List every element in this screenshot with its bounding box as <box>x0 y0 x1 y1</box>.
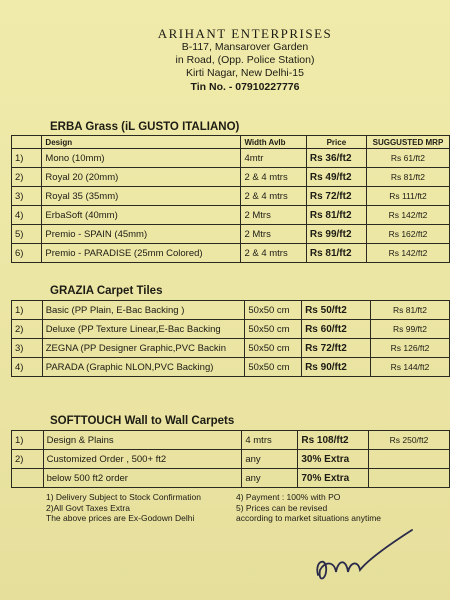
erba-row-index: 5) <box>12 225 42 244</box>
grazia-row-price: Rs 50/ft2 <box>302 301 371 320</box>
erba-row-mrp: Rs 111/ft2 <box>366 187 449 206</box>
softtouch-row <box>12 469 450 488</box>
grazia-row-mrp: Rs 126/ft2 <box>371 339 450 358</box>
term-4: 4) Payment : 100% with PO <box>236 492 341 502</box>
erba-row <box>12 225 450 244</box>
erba-row-index: 6) <box>12 244 42 263</box>
grazia-row-design: ZEGNA (PP Designer Graphic,PVC Backin <box>42 339 245 358</box>
grazia-row-index: 3) <box>12 339 43 358</box>
softtouch-row-width: any <box>242 469 298 488</box>
softtouch-row-price: 30% Extra <box>298 450 369 469</box>
erba-header-row <box>12 136 450 149</box>
address-line-1: B-117, Mansarover Garden <box>181 41 309 53</box>
grazia-row <box>12 301 450 320</box>
erba-row-width: 4mtr <box>241 149 306 168</box>
erba-row <box>12 244 450 263</box>
grazia-row-index: 1) <box>12 301 43 320</box>
grazia-row-design: PARADA (Graphic NLON,PVC Backing) <box>42 358 245 377</box>
grazia-row-design: Deluxe (PP Texture Linear,E-Bac Backing <box>42 320 245 339</box>
grazia-row-mrp: Rs 81/ft2 <box>371 301 450 320</box>
erba-row <box>12 187 450 206</box>
softtouch-row-design: below 500 ft2 order <box>43 469 242 488</box>
address-line-3: Kirti Nagar, New Delhi-15 <box>186 67 304 79</box>
grazia-row-width: 50x50 cm <box>245 358 302 377</box>
softtouch-row-width: 4 mtrs <box>242 431 298 450</box>
grazia-row-mrp: Rs 144/ft2 <box>371 358 450 377</box>
erba-row-mrp: Rs 142/ft2 <box>366 244 449 263</box>
softtouch-row-index <box>12 469 44 488</box>
signature-scribble <box>300 520 420 590</box>
grazia-row-index: 4) <box>12 358 43 377</box>
erba-row-price: Rs 72/ft2 <box>306 187 366 206</box>
erba-row-index: 2) <box>12 168 42 187</box>
erba-table <box>11 135 450 263</box>
erba-row <box>12 206 450 225</box>
erba-header-idx <box>12 136 42 149</box>
erba-row-width: 2 & 4 mtrs <box>241 187 306 206</box>
term-3: The above prices are Ex-Godown Delhi <box>46 513 195 523</box>
grazia-row <box>12 320 450 339</box>
terms-left <box>46 492 201 524</box>
erba-row-width: 2 & 4 mtrs <box>241 168 306 187</box>
erba-row-mrp: Rs 162/ft2 <box>366 225 449 244</box>
grazia-row-mrp: Rs 99/ft2 <box>371 320 450 339</box>
grazia-row-width: 50x50 cm <box>245 301 302 320</box>
softtouch-row-design: Customized Order , 500+ ft2 <box>43 450 242 469</box>
softtouch-row <box>12 431 450 450</box>
softtouch-row-design: Design & Plains <box>43 431 242 450</box>
softtouch-row-width: any <box>242 450 298 469</box>
address-line-2: in Road, (Opp. Police Station) <box>175 54 315 66</box>
company-name: ARIHANT ENTERPRISES <box>157 26 333 41</box>
erba-row-width: 2 Mtrs <box>241 206 306 225</box>
softtouch-section-title: SOFTTOUCH Wall to Wall Carpets <box>50 415 235 427</box>
erba-row-width: 2 & 4 mtrs <box>241 244 306 263</box>
grazia-row <box>12 339 450 358</box>
grazia-row-index: 2) <box>12 320 43 339</box>
erba-row-width: 2 Mtrs <box>241 225 306 244</box>
erba-row-mrp: Rs 142/ft2 <box>366 206 449 225</box>
erba-row-design: Premio - PARADISE (25mm Colored) <box>42 244 241 263</box>
softtouch-row-price: Rs 108/ft2 <box>298 431 369 450</box>
erba-header-width: Width Avlb <box>241 136 306 149</box>
erba-row-price: Rs 81/ft2 <box>306 244 366 263</box>
grazia-row-width: 50x50 cm <box>245 320 302 339</box>
softtouch-row-mrp <box>369 469 450 488</box>
erba-row-mrp: Rs 61/ft2 <box>366 149 449 168</box>
softtouch-row-price: 70% Extra <box>298 469 369 488</box>
grazia-row-price: Rs 72/ft2 <box>302 339 371 358</box>
erba-row-price: Rs 36/ft2 <box>306 149 366 168</box>
erba-row-index: 4) <box>12 206 42 225</box>
erba-row <box>12 168 450 187</box>
erba-section-title: ERBA Grass (iL GUSTO ITALIANO) <box>50 121 240 133</box>
softtouch-row <box>12 450 450 469</box>
grazia-row <box>12 358 450 377</box>
softtouch-row-mrp <box>369 450 450 469</box>
softtouch-row-index: 2) <box>12 450 44 469</box>
term-1: 1) Delivery Subject to Stock Confirmation <box>46 492 201 502</box>
grazia-row-price: Rs 60/ft2 <box>302 320 371 339</box>
terms-right <box>236 492 381 524</box>
grazia-table <box>11 300 450 377</box>
grazia-section-title: GRAZIA Carpet Tiles <box>50 285 163 297</box>
erba-row-design: Premio - SPAIN (45mm) <box>42 225 241 244</box>
softtouch-table <box>11 430 450 488</box>
term-6: according to market situations anytime <box>236 513 382 523</box>
tin-number: Tin No. - 07910227776 <box>190 81 300 93</box>
term-2: 2)All Govt Taxes Extra <box>46 502 130 513</box>
letterhead <box>0 26 450 94</box>
erba-header-design: Design <box>42 136 241 149</box>
term-5: 5) Prices can be revised <box>236 502 328 513</box>
erba-row-index: 1) <box>12 149 42 168</box>
erba-row-price: Rs 49/ft2 <box>306 168 366 187</box>
erba-row <box>12 149 450 168</box>
grazia-row-design: Basic (PP Plain, E-Bac Backing ) <box>42 301 245 320</box>
grazia-row-width: 50x50 cm <box>245 339 302 358</box>
erba-row-mrp: Rs 81/ft2 <box>366 168 449 187</box>
erba-row-design: Royal 35 (35mm) <box>42 187 241 206</box>
erba-row-price: Rs 81/ft2 <box>306 206 366 225</box>
erba-row-index: 3) <box>12 187 42 206</box>
erba-row-design: Mono (10mm) <box>42 149 241 168</box>
erba-row-design: ErbaSoft (40mm) <box>42 206 241 225</box>
erba-header-price: Price <box>306 136 366 149</box>
erba-header-mrp: SUGGUSTED MRP <box>366 136 449 149</box>
erba-row-price: Rs 99/ft2 <box>306 225 366 244</box>
erba-row-design: Royal 20 (20mm) <box>42 168 241 187</box>
softtouch-row-index: 1) <box>12 431 44 450</box>
softtouch-row-mrp: Rs 250/ft2 <box>369 431 450 450</box>
grazia-row-price: Rs 90/ft2 <box>302 358 371 377</box>
